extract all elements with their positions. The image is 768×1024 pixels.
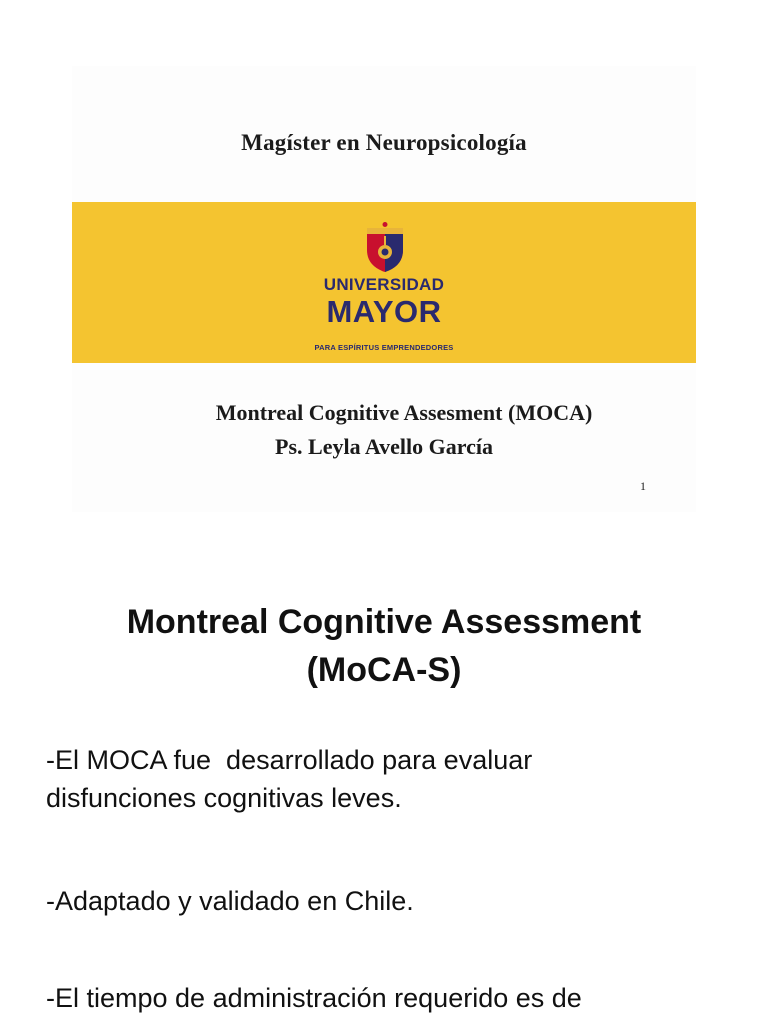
slide-title-line1: Montreal Cognitive Assessment: [126, 603, 642, 641]
program-title: Magíster en Neuropsicología: [241, 130, 527, 155]
bullet-item: -El MOCA fue desarrollado para evaluar disfunciones cognitivas leves.: [46, 745, 533, 813]
slide-title-line2: (MoCA-S): [306, 651, 462, 689]
university-banner: [72, 202, 696, 363]
bullet-item: -Adaptado y validado en Chile.: [46, 886, 414, 916]
bullet-item: -El tiempo de administración requerido es de: [46, 983, 582, 1013]
slide-title: [0, 598, 768, 694]
logo-text-line1: UNIVERSIDAD: [323, 275, 445, 294]
title-slide: [72, 66, 696, 512]
logo-text-line2: MAYOR: [326, 294, 442, 329]
logo-tagline: PARA ESPÍRITUS EMPRENDEDORES: [314, 343, 454, 352]
presentation-subtitle: Montreal Cognitive Assesment (MOCA): [215, 400, 593, 425]
presenter-name: Ps. Leyla Avello García: [275, 434, 493, 459]
page-number: 1: [640, 479, 646, 493]
university-crest-icon: [362, 222, 408, 274]
